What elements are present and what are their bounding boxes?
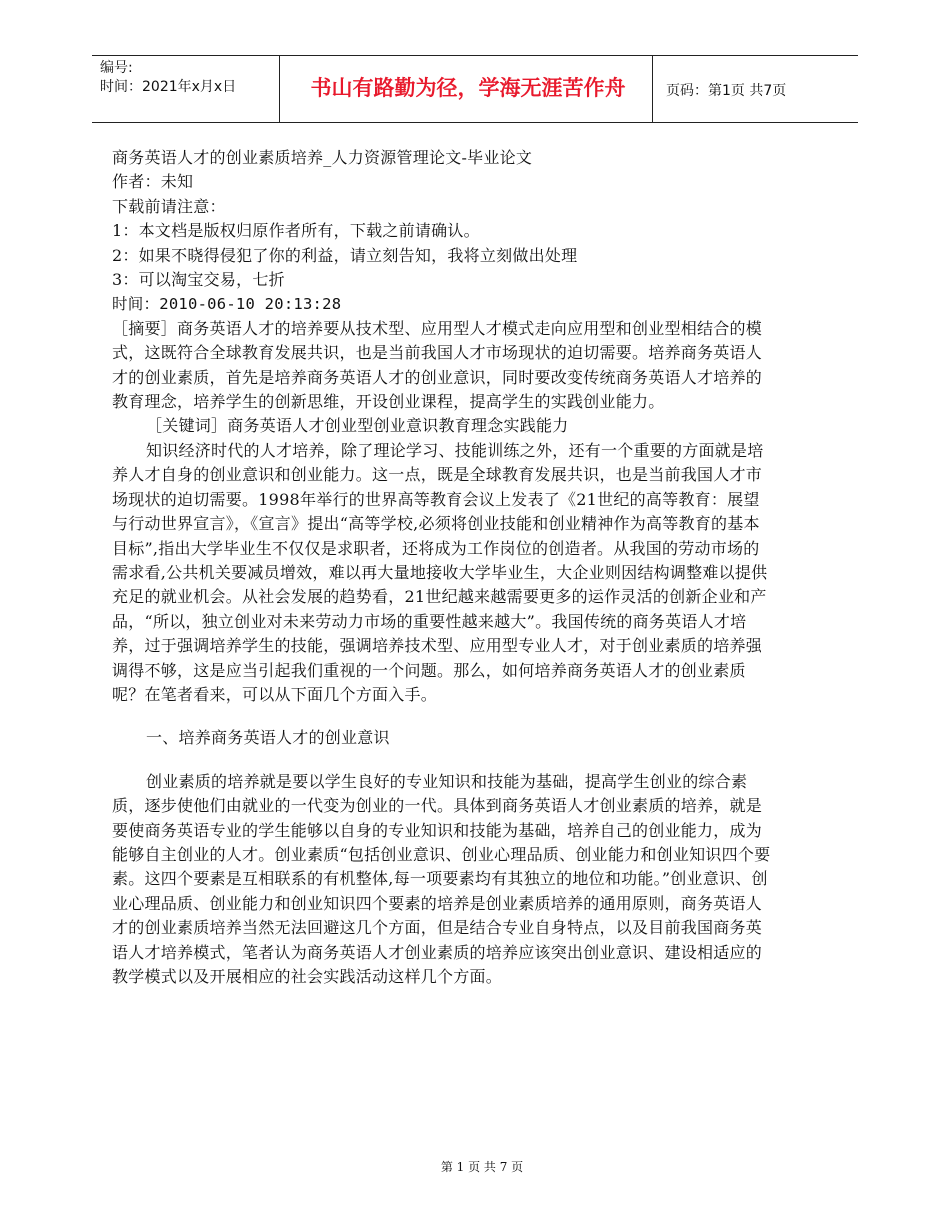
notice-item: 2：如果不晓得侵犯了你的利益，请立刻告知，我将立刻做出处理 — [112, 245, 578, 265]
page-header — [92, 55, 858, 123]
document-body — [112, 146, 772, 989]
page-footer: 第 1 页 共 7 页 — [440, 1160, 524, 1174]
header-divider — [652, 56, 653, 122]
header-meta — [100, 59, 236, 97]
section-heading: 一、培养商务英语人才的创业意识 — [146, 728, 390, 748]
body-paragraph: 知识经济时代的人才培养，除了理论学习、技能训练之外，还有一个重要的方面就是培养人才自身的创业意识和创业能力。这一点，既是全球教育发展共识，也是当前我国人才市场现状的迫切需要。1998年举行的世界高等教育会议上发表了《21世纪的高等教育：展望与行动世界宣言》，《宣言》提出“高等学校,必须将创业技能和创业精神作为高等教育的基本目标”,指出大学毕业生不仅仅是求职者，还将成为工作岗位的创造者。从我国的劳动市场的需求看,公共机关要减员增效，难以再大量地接收大学毕业生，大企业则因结构调整难以提供充足的就业机会。从社会发展的趋势看，21世纪越来越需要更多的运作灵活的创新企业和产品，“所以，独立创业对未来劳动力市场的重要性越来越大”。我国传统的商务英语人才培养，过于强调培养学生的技能，强调培养技术型、应用型专业人才，对于创业素质的培养强调得不够，这是应当引起我们重视的一个问题。那么，如何培养商务英语人才的创业素质呢？在笔者看来，可以从下面几个方面入手。 — [112, 440, 768, 704]
notice-heading: 下载前请注意： — [112, 196, 226, 216]
body-paragraph: 创业素质的培养就是要以学生良好的专业知识和技能为基础，提高学生创业的综合素质，逐步使他们由就业的一代变为创业的一代。具体到商务英语人才创业素质的培养，就是要使商务英语专业的学生能够以自身的专业知识和技能为基础，培养自己的创业能力，成为能够自主创业的人才。创业素质“包括创业意识、创业心理品质、创业能力和创业知识四个要素。这四个要素是互相联系的有机整体,每一项要素均有其独立的地位和功能。”创业意识、创业心理品质、创业能力和创业知识四个要素的培养是创业素质培养的通用原则，商务英语人才的创业素质培养当然无法回避这几个方面，但是结合专业自身特点，以及目前我国商务英语人才培养模式，笔者认为商务英语人才创业素质的培养应该突出创业意识、建设相适应的教学模式以及开展相应的社会实践活动这样几个方面。 — [112, 771, 771, 986]
header-motto: 书山有路勤为径，学海无涯苦作舟 — [310, 76, 626, 100]
notice-item: 1：本文档是版权归原作者所有，下载之前请确认。 — [112, 221, 480, 241]
author-line: 作者：未知 — [112, 172, 194, 192]
serial-label: 编号: — [100, 60, 133, 76]
timestamp-line: 时间：2010-06-10 20:13:28 — [112, 295, 342, 314]
abstract-paragraph: ［摘要］商务英语人才的培养要从技术型、应用型人才模式走向应用型和创业型相结合的模式，这既符合全球教育发展共识，也是当前我国人才市场现状的迫切需要。培养商务英语人才的创业素质，首先是培养商务英语人才的创业意识，同时要改变传统商务英语人才培养的教育理念，培养学生的创新思维，开设创业课程，提高学生的实践创业能力。 — [112, 318, 763, 412]
document-title: 商务英语人才的创业素质培养_人力资源管理论文-毕业论文 — [112, 148, 533, 167]
time-label: 时间：2021年x月x日 — [100, 79, 237, 95]
keywords-line: ［关键词］商务英语人才创业型创业意识教育理念实践能力 — [146, 416, 569, 436]
notice-item: 3：可以淘宝交易，七折 — [112, 270, 285, 290]
page-number-label: 页码：第1页 共7页 — [666, 83, 787, 99]
header-divider — [279, 56, 280, 122]
